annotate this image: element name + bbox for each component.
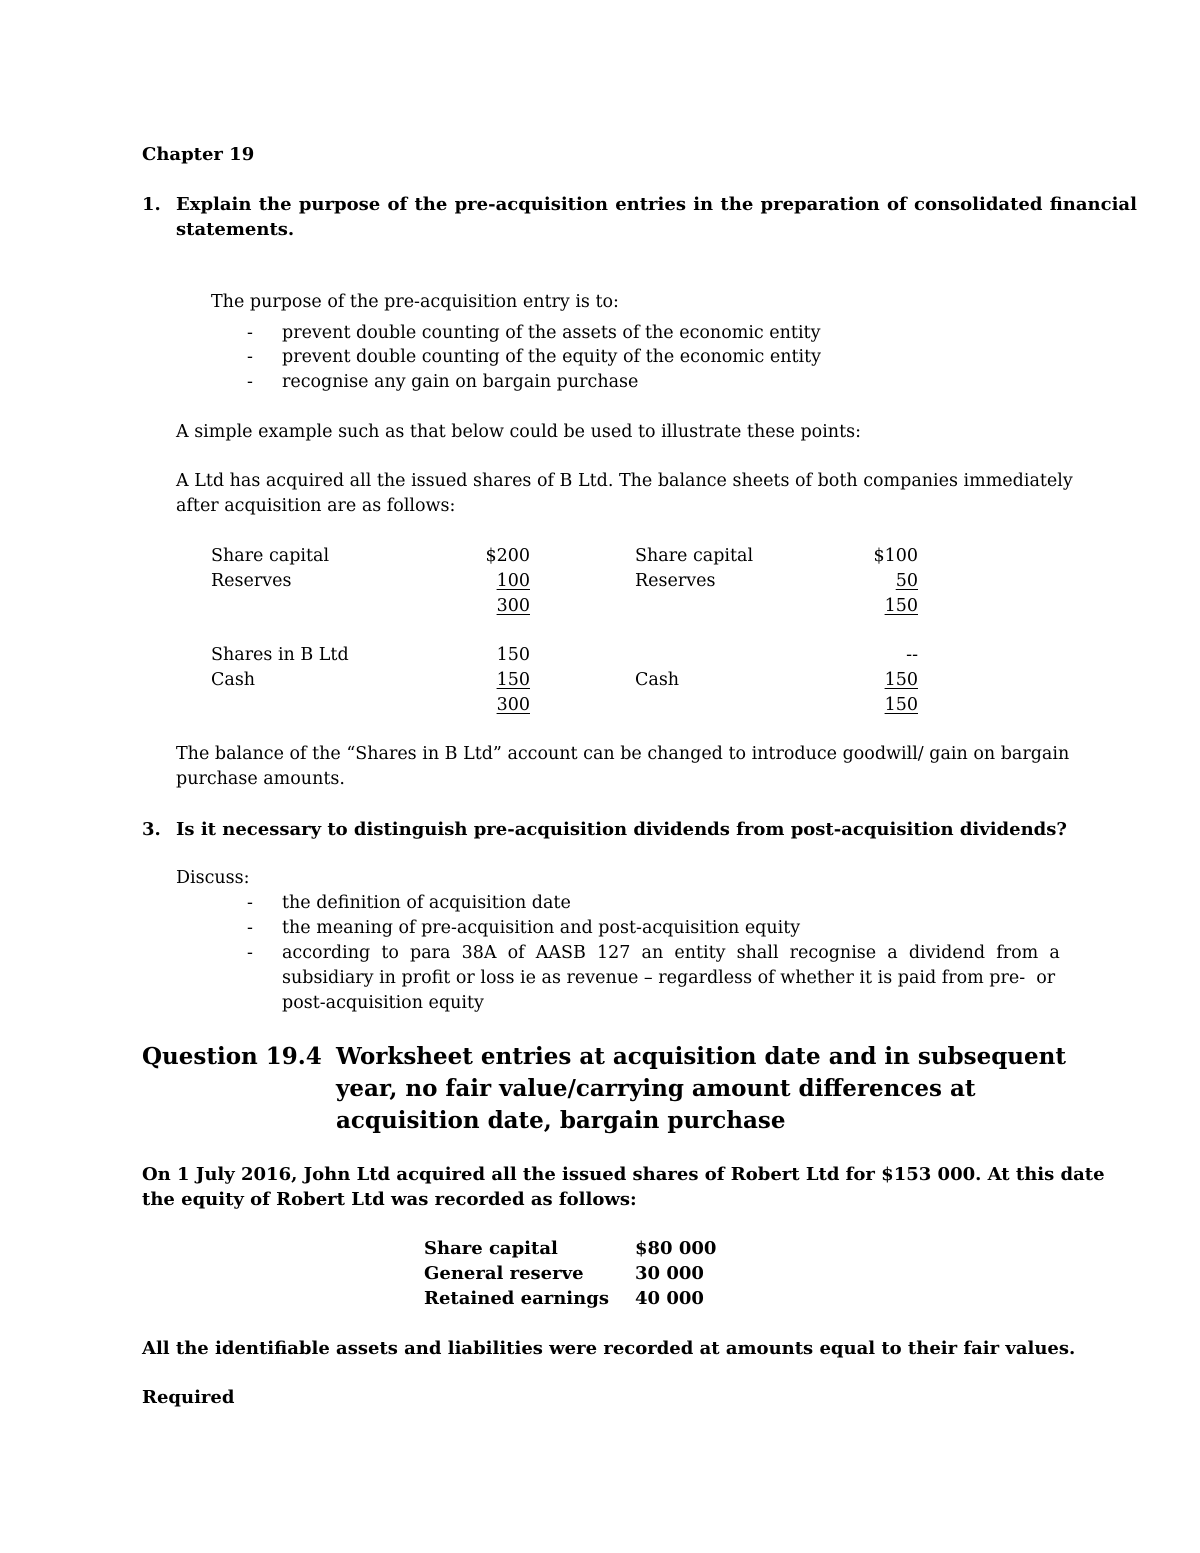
q1-heading-line1: Explain the purpose of the pre-acquisition entries in the preparation of consolidated financial bbox=[176, 194, 1137, 215]
q1-closing-line1: The balance of the “Shares in B Ltd” account can be changed to introduce goodwill/ gain on bargain bbox=[176, 744, 1070, 764]
subtotal-value: 150 bbox=[884, 596, 918, 616]
row-label: Cash bbox=[635, 670, 680, 690]
equity-value: 30 000 bbox=[635, 1263, 704, 1284]
row-value: $200 bbox=[485, 546, 530, 566]
q1-bullet: prevent double counting of the equity of the economic entity bbox=[282, 347, 822, 367]
row-label: Share capital bbox=[211, 546, 330, 566]
q1-bullet: prevent double counting of the assets of the economic entity bbox=[282, 323, 821, 343]
subtotal-value: 300 bbox=[496, 596, 530, 616]
q194-title-line1: Worksheet entries at acquisition date and in subsequent bbox=[336, 1043, 1066, 1070]
q1-number: 1. bbox=[142, 194, 161, 215]
row-label: Shares in B Ltd bbox=[211, 645, 349, 665]
q3-bullet3-line1: according to para 38A of AASB 127 an entity shall recognise a dividend from a bbox=[282, 943, 1060, 963]
row-label: Reserves bbox=[211, 571, 292, 591]
bullet-dash: - bbox=[247, 918, 253, 938]
q1-example-line2: after acquisition are as follows: bbox=[176, 496, 456, 516]
q3-bullet: the definition of acquisition date bbox=[282, 893, 571, 913]
bullet-dash: - bbox=[247, 943, 253, 963]
row-value: 150 bbox=[496, 670, 530, 690]
chapter-heading: Chapter 19 bbox=[142, 144, 255, 165]
total-value: 300 bbox=[496, 695, 530, 715]
q3-discuss: Discuss: bbox=[176, 868, 250, 888]
q1-bullet: recognise any gain on bargain purchase bbox=[282, 372, 639, 392]
row-label: Share capital bbox=[635, 546, 754, 566]
bullet-dash: - bbox=[247, 347, 253, 367]
row-value: 150 bbox=[496, 645, 530, 665]
q3-bullet3-line2: subsidiary in profit or loss ie as revenue – regardless of whether it is paid from pre- or bbox=[282, 968, 1056, 988]
equity-label: General reserve bbox=[424, 1263, 584, 1284]
q194-label: Question 19.4 bbox=[142, 1043, 322, 1070]
q1-heading-line2: statements. bbox=[176, 219, 295, 240]
q194-para-line2: the equity of Robert Ltd was recorded as follows: bbox=[142, 1189, 637, 1210]
q3-bullet3-line3: post-acquisition equity bbox=[282, 993, 484, 1013]
equity-value: $80 000 bbox=[635, 1238, 717, 1259]
equity-label: Share capital bbox=[424, 1238, 558, 1259]
q194-required: Required bbox=[142, 1387, 235, 1408]
q1-example-intro: A simple example such as that below could be used to illustrate these points: bbox=[176, 422, 861, 442]
q194-note: All the identifiable assets and liabilities were recorded at amounts equal to their fair values. bbox=[142, 1338, 1076, 1359]
bullet-dash: - bbox=[247, 323, 253, 343]
total-value: 150 bbox=[884, 695, 918, 715]
q1-example-line1: A Ltd has acquired all the issued shares of B Ltd. The balance sheets of both companies immediately bbox=[176, 471, 1073, 491]
q194-title-line2: year, no fair value/carrying amount differences at bbox=[336, 1075, 976, 1102]
bullet-dash: - bbox=[247, 372, 253, 392]
equity-value: 40 000 bbox=[635, 1288, 704, 1309]
row-label: Cash bbox=[211, 670, 256, 690]
q1-intro: The purpose of the pre-acquisition entry is to: bbox=[211, 292, 619, 312]
q1-closing-line2: purchase amounts. bbox=[176, 769, 345, 789]
bullet-dash: - bbox=[247, 893, 253, 913]
q3-number: 3. bbox=[142, 819, 161, 840]
q3-heading: Is it necessary to distinguish pre-acquisition dividends from post-acquisition dividends? bbox=[176, 819, 1067, 840]
q3-bullet: the meaning of pre-acquisition and post-acquisition equity bbox=[282, 918, 801, 938]
equity-label: Retained earnings bbox=[424, 1288, 609, 1309]
row-value: -- bbox=[906, 645, 918, 665]
q194-para-line1: On 1 July 2016, John Ltd acquired all the issued shares of Robert Ltd for $153 000. At this date bbox=[142, 1164, 1105, 1185]
row-value: 50 bbox=[895, 571, 918, 591]
row-value: $100 bbox=[873, 546, 918, 566]
q194-title-line3: acquisition date, bargain purchase bbox=[336, 1107, 786, 1134]
row-label: Reserves bbox=[635, 571, 716, 591]
row-value: 100 bbox=[496, 571, 530, 591]
row-value: 150 bbox=[884, 670, 918, 690]
